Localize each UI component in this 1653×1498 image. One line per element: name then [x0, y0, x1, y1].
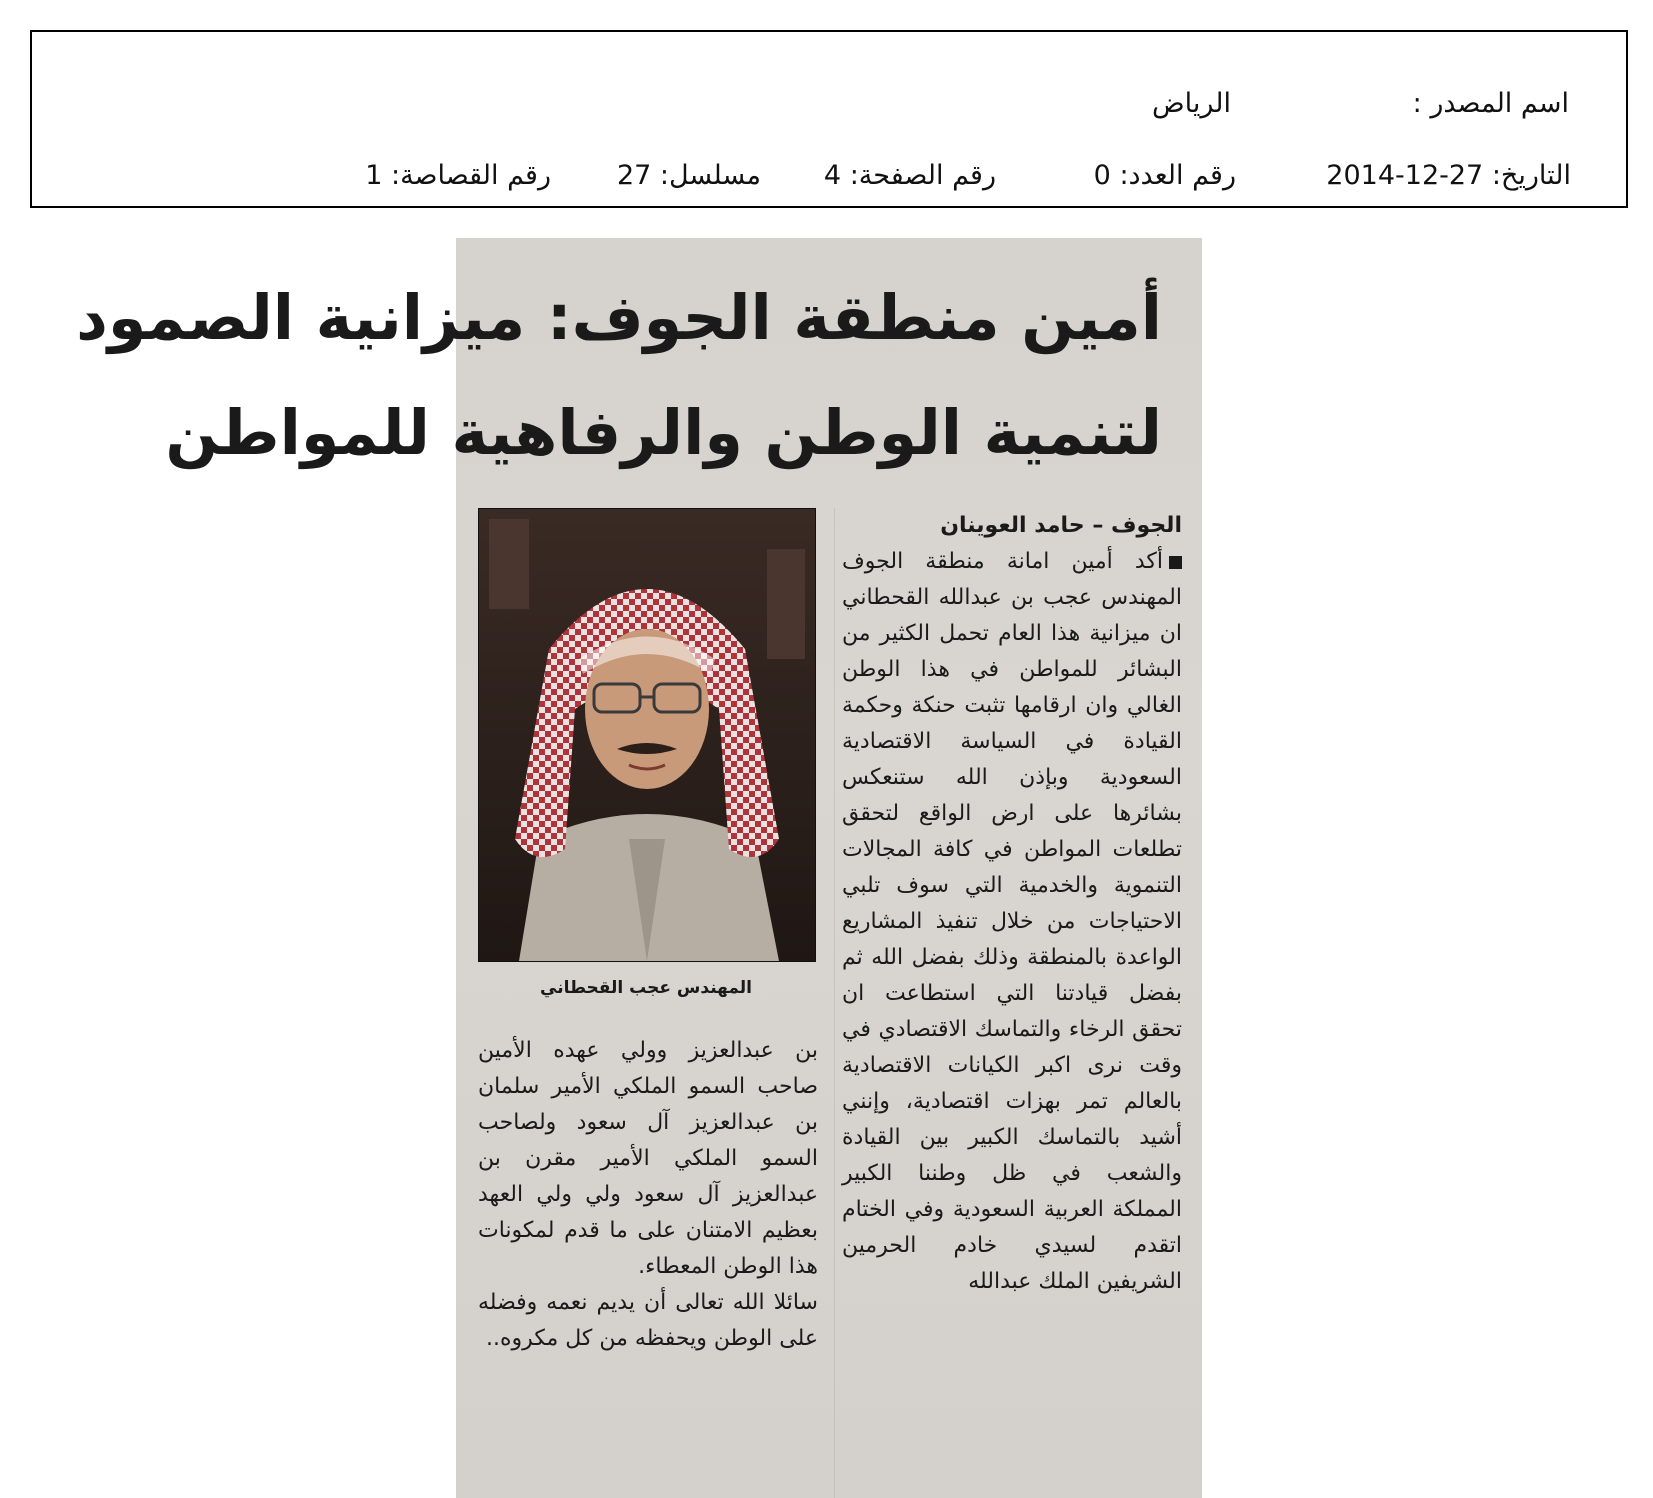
- metadata-row-source: [32, 84, 1626, 124]
- source-label: اسم المصدر :: [1412, 88, 1569, 119]
- source-value: الرياض: [1151, 88, 1231, 119]
- date-field: التاريخ: 27-12-2014: [1326, 160, 1571, 191]
- clip-number-field: رقم القصاصة: 1: [365, 160, 551, 191]
- metadata-box: [30, 30, 1628, 208]
- byline: الجوف – حامد العوينان: [940, 513, 1182, 538]
- metadata-row-details: [32, 156, 1626, 196]
- article-body-left-paragraph-1: بن عبدالعزيز وولي عهده الأمين صاحب السمو الملكي الأمير سلمان بن عبدالعزيز آل سعود ولصاحب السمو الملكي الأمير مقرن بن عبدالعزيز آل سعود ولي ولي العهد بعظيم الامتنان على ما قدم لمكونات هذا الوطن المعطاء.: [478, 1038, 818, 1279]
- article-body-right: أكد أمين امانة منطقة الجوف المهندس عجب بن عبدالله القحطاني ان ميزانية هذا العام تحمل الكثير من البشائر للمواطن في هذا الوطن الغالي وان ارقامها تثبت حنكة وحكمة القيادة في السياسة الاقتصادية السعودية وبإذن الله ستنعكس بشائرها على ارض الواقع لتحقق تطلعات المواطن في كافة المجالات التنموية والخدمية التي سوف تلبي الاحتياجات من خلال تنفيذ المشاريع الواعدة بالمنطقة وذلك بفضل الله ثم بفضل قيادتنا التي استطاعت ان تحقق الرخاء والتماسك الاقتصادي في وقت نرى اكبر الكيانات الاقتصادية بالعالم تمر بهزات اقتصادية، وإنني أشيد بالتماسك الكبير بين القيادة والشعب في ظل وطننا الكبير المملكة العربية السعودية وفي الختام اتقدم لسيدي خادم الحرمين الشريفين الملك عبدالله: [842, 549, 1182, 1294]
- article-body-left-paragraph-2: سائلا الله تعالى أن يديم نعمه وفضله على الوطن ويحفظه من كل مكروه..: [478, 1290, 818, 1351]
- serial-field: مسلسل: 27: [616, 160, 761, 191]
- portrait-photo: [478, 508, 816, 962]
- article-column-right: [842, 508, 1182, 1300]
- bullet-square-icon: [1169, 556, 1182, 569]
- article-column-left: [478, 1033, 818, 1357]
- issue-number-field: رقم العدد: 0: [1093, 160, 1236, 191]
- newspaper-clipping: [76, 238, 1202, 1498]
- headline-line-1: أمين منطقة الجوف: ميزانية الصمود: [76, 281, 1162, 354]
- column-divider: [834, 508, 835, 1498]
- photo-caption: المهندس عجب القحطاني: [540, 978, 752, 998]
- headline-line-2: لتنمية الوطن والرفاهية للمواطن: [165, 396, 1162, 469]
- page-number-field: رقم الصفحة: 4: [823, 160, 996, 191]
